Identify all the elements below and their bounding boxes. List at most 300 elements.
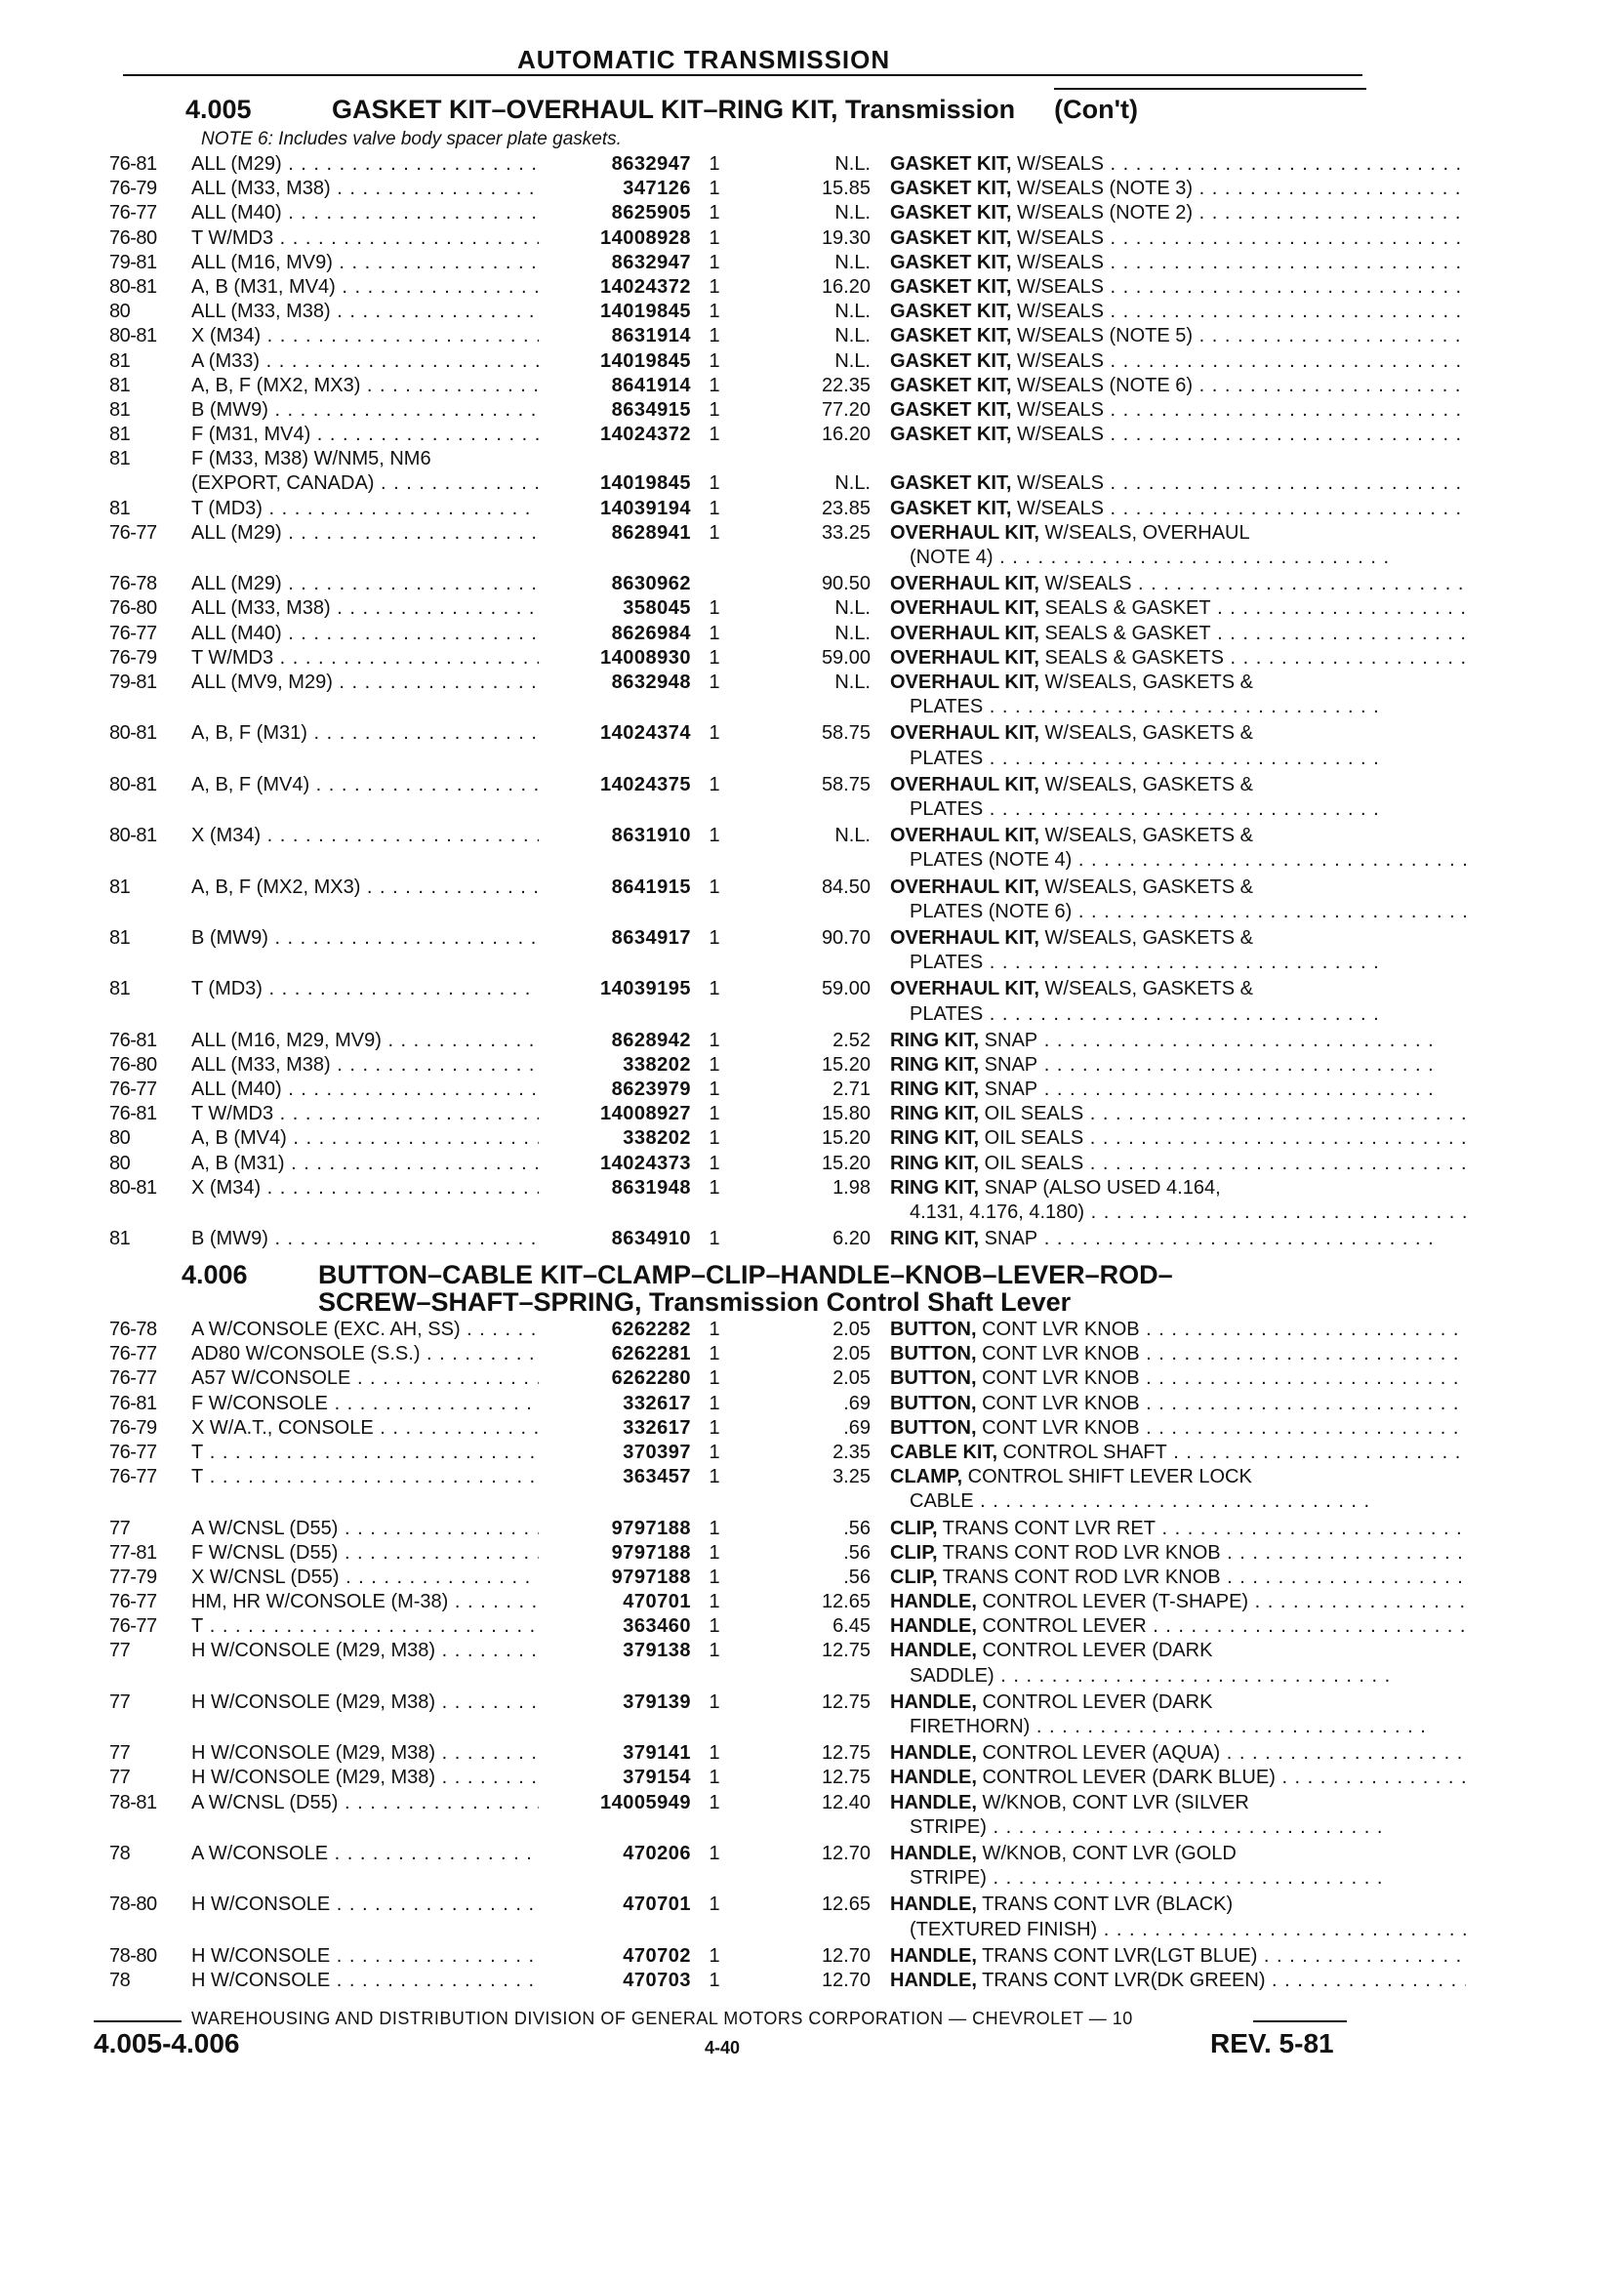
model-year: 77 [109, 1742, 131, 1765]
application-description: ALL (M29) . . . [191, 521, 627, 546]
part-name [890, 1791, 1466, 1840]
section-number: 4.005 [185, 95, 252, 124]
part-name-detail: TRANS CONT ROD LVR KNOB . . . [938, 1542, 1466, 1564]
price: 12.75 [821, 1690, 871, 1713]
price: 59.00 [821, 978, 871, 1000]
table-row [109, 423, 1378, 447]
part-name [890, 596, 1466, 621]
part-name [890, 1441, 1466, 1465]
quantity: 1 [709, 275, 720, 298]
table-row [109, 1541, 1378, 1566]
part-name-primary: OVERHAUL KIT, [890, 825, 1039, 847]
continued-label: (Con't) [1054, 95, 1139, 124]
section-4006-table [109, 1318, 1378, 1993]
table-row [109, 1944, 1378, 1969]
table-row [109, 572, 1378, 596]
part-name-primary: OVERHAUL KIT, [890, 926, 1039, 949]
part-name [890, 177, 1466, 201]
quantity: 1 [709, 1416, 720, 1439]
application-description: X (M34) . . . [191, 1176, 627, 1201]
part-name [890, 1078, 1466, 1102]
table-row [109, 177, 1378, 201]
part-name [890, 1392, 1466, 1416]
part-name [890, 300, 1466, 324]
price: 22.35 [821, 374, 871, 396]
part-name-primary: GASKET KIT, [890, 497, 1012, 519]
part-number: 379138 [539, 1639, 691, 1663]
application-description: B (MW9) . . . [191, 398, 627, 423]
price: N.L. [834, 325, 871, 347]
price: N.L. [834, 153, 871, 175]
table-row [109, 324, 1378, 348]
table-row [109, 773, 1378, 822]
part-name [890, 1176, 1466, 1225]
quantity: 1 [709, 226, 720, 249]
table-row [109, 1614, 1378, 1639]
part-number: 8634910 [539, 1227, 691, 1251]
part-name [890, 1566, 1466, 1590]
table-row [109, 1053, 1378, 1078]
table-row [109, 596, 1378, 621]
model-year: 80 [109, 1152, 131, 1174]
part-name-primary: HANDLE, [890, 1944, 977, 1967]
application-description: ALL (M33, M38) . . . [191, 177, 627, 201]
price: 16.20 [821, 275, 871, 298]
quantity: 1 [709, 178, 720, 200]
quantity: 1 [709, 202, 720, 224]
part-name-detail: CONTROL SHAFT . . . [997, 1442, 1466, 1463]
part-name-primary: OVERHAUL KIT, [890, 573, 1039, 595]
model-year: 76-77 [109, 1615, 157, 1638]
part-number: 8634917 [539, 926, 691, 951]
model-year: 80-81 [109, 722, 157, 745]
model-year: 76-78 [109, 1319, 157, 1340]
model-year: 76-81 [109, 1392, 157, 1414]
part-name-detail: W/SEALS . . . [1011, 498, 1466, 519]
quantity: 1 [709, 722, 720, 745]
application-description: ALL (M40) . . . [191, 201, 627, 225]
model-year: 76-80 [109, 1053, 157, 1076]
application-description: ALL (MV9, M29) . . . [191, 671, 627, 695]
quantity: 1 [709, 1944, 720, 1967]
model-year: 76-77 [109, 1367, 157, 1390]
price: 12.75 [821, 1767, 871, 1789]
table-row [109, 1639, 1378, 1688]
table-row [109, 275, 1378, 300]
part-name-primary: GASKET KIT, [890, 178, 1012, 200]
table-row [109, 471, 1378, 496]
quantity: 1 [709, 1103, 720, 1125]
table-row [109, 497, 1378, 521]
price: N.L. [834, 671, 871, 693]
application-description: H W/CONSOLE . . . [191, 1944, 627, 1969]
part-name-primary: CLIP, [890, 1566, 938, 1588]
application-description: HM, HR W/CONSOLE (M-38) . . . [191, 1590, 627, 1614]
part-name-detail: W/SEALS . . . [1011, 276, 1466, 298]
price: .56 [843, 1517, 871, 1539]
part-name-detail: CONT LVR KNOB . . . [977, 1343, 1466, 1364]
part-name-primary: OVERHAUL KIT, [890, 722, 1039, 745]
table-row [109, 152, 1378, 177]
section-title-line1: BUTTON–CABLE KIT–CLAMP–CLIP–HANDLE–KNOB–LEVER–ROD– [318, 1260, 1173, 1289]
application-description: A W/CONSOLE (EXC. AH, SS) . . . [191, 1318, 627, 1342]
application-description: H W/CONSOLE . . . [191, 1969, 627, 1993]
part-name-primary: GASKET KIT, [890, 374, 1012, 396]
section-4006-heading [182, 1261, 1173, 1316]
part-name-detail: CONTROL LEVER . . . [977, 1615, 1466, 1637]
model-year: 76-77 [109, 622, 157, 644]
part-number: 14019845 [539, 300, 691, 324]
part-name-primary: OVERHAUL KIT, [890, 773, 1039, 795]
part-name [890, 1690, 1466, 1739]
table-row [109, 1465, 1378, 1514]
price: 2.05 [832, 1343, 871, 1365]
model-year: 76-79 [109, 1416, 157, 1439]
quantity: 1 [709, 1319, 720, 1340]
table-row [109, 447, 1378, 471]
model-year: 77 [109, 1640, 131, 1662]
quantity: 1 [709, 1640, 720, 1662]
model-year: 77 [109, 1690, 131, 1713]
part-name-detail: W/SEALS . . . [1011, 472, 1466, 494]
quantity: 1 [709, 1969, 720, 1991]
quantity: 1 [709, 1591, 720, 1613]
application-description: A, B (M31) . . . [191, 1152, 627, 1176]
part-number: 8630962 [539, 572, 691, 596]
quantity: 1 [709, 301, 720, 323]
price: N.L. [834, 597, 871, 620]
table-row [109, 824, 1378, 873]
table-row [109, 226, 1378, 251]
quantity: 1 [709, 1441, 720, 1463]
quantity: 1 [709, 349, 720, 372]
part-name-primary: GASKET KIT, [890, 398, 1012, 421]
part-number: 332617 [539, 1416, 691, 1441]
part-number: 470703 [539, 1969, 691, 1993]
part-number: 9797188 [539, 1517, 691, 1541]
part-name-primary: CLAMP, [890, 1466, 963, 1488]
part-name-continuation: PLATES (NOTE 4) . . . [890, 848, 1466, 873]
quantity: 1 [709, 1767, 720, 1789]
part-name [890, 1766, 1466, 1790]
quantity: 1 [709, 325, 720, 347]
part-name-continuation: PLATES . . . [890, 747, 1466, 771]
model-year: 80 [109, 1127, 131, 1150]
application-description: B (MW9) . . . [191, 1227, 627, 1251]
part-name-primary: GASKET KIT, [890, 325, 1012, 347]
part-name-primary: HANDLE, [890, 1640, 977, 1662]
part-number: 6262281 [539, 1342, 691, 1366]
part-name [890, 1741, 1466, 1766]
model-year: 79-81 [109, 671, 157, 693]
price: 12.70 [821, 1843, 871, 1864]
part-number: 8641915 [539, 875, 691, 900]
price: .56 [843, 1566, 871, 1588]
part-name-detail: CONT LVR KNOB . . . [977, 1367, 1466, 1389]
part-name [890, 1152, 1466, 1176]
table-row [109, 300, 1378, 324]
part-number: 8632947 [539, 152, 691, 177]
part-name-primary: RING KIT, [890, 1152, 980, 1174]
footer-page-number: 4-40 [705, 2038, 741, 2057]
table-row [109, 1152, 1378, 1176]
part-number: 470701 [539, 1893, 691, 1917]
price: N.L. [834, 622, 871, 644]
part-name-detail: OIL SEALS . . . [979, 1153, 1466, 1174]
footer-division: WAREHOUSING AND DISTRIBUTION DIVISION OF GENERAL MOTORS CORPORATION — CHEVROLET — 10 [191, 2009, 1133, 2028]
model-year: 76-80 [109, 597, 157, 620]
quantity: 1 [709, 1392, 720, 1414]
quantity: 1 [709, 1228, 720, 1250]
model-year: 76-81 [109, 153, 157, 175]
part-name-primary: OVERHAUL KIT, [890, 597, 1039, 620]
application-description: X W/CNSL (D55) . . . [191, 1566, 627, 1590]
model-year: 78 [109, 1843, 131, 1864]
part-name-continuation: STRIPE) . . . [890, 1815, 1466, 1840]
part-name-detail: TRANS CONT ROD LVR KNOB . . . [938, 1567, 1466, 1588]
model-year: 78 [109, 1969, 131, 1991]
quantity: 1 [709, 1367, 720, 1390]
price: 12.75 [821, 1640, 871, 1662]
part-number: 14005949 [539, 1791, 691, 1815]
part-name-detail: OIL SEALS . . . [979, 1127, 1466, 1149]
quantity: 1 [709, 1079, 720, 1101]
part-name [890, 1639, 1466, 1688]
part-number: 14024374 [539, 721, 691, 746]
part-name-continuation: CABLE . . . [890, 1489, 1466, 1514]
quantity: 1 [709, 646, 720, 669]
part-number: 8625905 [539, 201, 691, 225]
table-row [109, 721, 1378, 770]
price: 23.85 [821, 497, 871, 519]
part-name-detail: W/SEALS, GASKETS & [1038, 825, 1253, 847]
price: 15.20 [821, 1053, 871, 1076]
application-description: (EXPORT, CANADA) . . . [191, 471, 627, 496]
price: 58.75 [821, 722, 871, 745]
part-number: 14019845 [539, 471, 691, 496]
price: 12.65 [821, 1591, 871, 1613]
table-row [109, 1416, 1378, 1441]
application-description: ALL (M16, MV9) . . . [191, 251, 627, 275]
application-description: T . . . [191, 1441, 627, 1465]
table-row [109, 1176, 1378, 1225]
application-description: ALL (M33, M38) . . . [191, 596, 627, 621]
application-description: AD80 W/CONSOLE (S.S.) . . . [191, 1342, 627, 1366]
part-name-detail: CONT LVR KNOB . . . [977, 1319, 1466, 1340]
price: 12.75 [821, 1742, 871, 1765]
quantity: 1 [709, 1127, 720, 1150]
part-name-detail: W/SEALS, GASKETS & [1038, 722, 1253, 745]
part-name [890, 1893, 1466, 1941]
part-name-detail: TRANS CONT LVR(LGT BLUE) . . . [977, 1945, 1466, 1967]
part-name [890, 251, 1466, 275]
application-description: X (M34) . . . [191, 824, 627, 848]
quantity: 1 [709, 825, 720, 847]
price: 90.50 [821, 573, 871, 595]
part-number: 363457 [539, 1465, 691, 1489]
table-row [109, 1517, 1378, 1541]
section-title-line2: SCREW–SHAFT–SPRING, Transmission Control Shaft Lever [318, 1287, 1072, 1317]
price: 58.75 [821, 773, 871, 795]
table-row [109, 251, 1378, 275]
part-number: 14008928 [539, 226, 691, 251]
quantity: 1 [709, 251, 720, 273]
part-name-continuation: 4.131, 4.176, 4.180) . . . [890, 1201, 1466, 1225]
quantity: 1 [709, 1053, 720, 1076]
header-rule-right [1054, 88, 1366, 90]
part-name [890, 1517, 1466, 1541]
part-name [890, 721, 1466, 770]
model-year: 76-77 [109, 202, 157, 224]
part-name-detail: W/SEALS . . . [1039, 573, 1466, 594]
part-number: 8631914 [539, 324, 691, 348]
table-row [109, 1690, 1378, 1739]
part-name [890, 226, 1466, 251]
price: 2.05 [832, 1319, 871, 1340]
quantity: 1 [709, 1466, 720, 1488]
part-name-detail: W/SEALS (NOTE 6) . . . [1011, 375, 1466, 396]
quantity: 1 [709, 1615, 720, 1638]
table-row [109, 1102, 1378, 1126]
model-year: 81 [109, 1228, 131, 1250]
part-name-primary: HANDLE, [890, 1690, 977, 1713]
part-name-primary: BUTTON, [890, 1343, 977, 1365]
model-year: 76-81 [109, 1029, 157, 1051]
application-description: H W/CONSOLE (M29, M38) . . . [191, 1766, 627, 1790]
application-description: T (MD3) . . . [191, 497, 627, 521]
part-name-detail: SNAP . . . [979, 1054, 1435, 1076]
part-name-detail: W/SEALS, GASKETS & [1038, 926, 1253, 949]
price: 6.20 [832, 1228, 871, 1250]
model-year: 78-80 [109, 1893, 157, 1916]
part-name-continuation: FIRETHORN) . . . [890, 1715, 1466, 1739]
model-year: 81 [109, 398, 131, 421]
quantity: 1 [709, 875, 720, 898]
part-name-detail: W/SEALS, GASKETS & [1038, 978, 1253, 1000]
price: 3.25 [832, 1466, 871, 1488]
application-description: A, B (M31, MV4) . . . [191, 275, 627, 300]
part-name-primary: HANDLE, [890, 1893, 977, 1916]
part-name [890, 875, 1466, 924]
part-name-primary: HANDLE, [890, 1843, 977, 1864]
part-name-detail: W/SEALS, OVERHAUL [1038, 521, 1250, 544]
part-name-primary: HANDLE, [890, 1767, 977, 1789]
table-row [109, 1441, 1378, 1465]
table-row [109, 1969, 1378, 1993]
part-number: 332617 [539, 1392, 691, 1416]
application-description: ALL (M40) . . . [191, 622, 627, 646]
table-row [109, 1029, 1378, 1053]
part-name-primary: CLIP, [890, 1541, 938, 1564]
quantity: 1 [709, 472, 720, 495]
part-name [890, 1342, 1466, 1366]
quantity: 1 [709, 1566, 720, 1588]
application-description: X (M34) . . . [191, 324, 627, 348]
application-description: B (MW9) . . . [191, 926, 627, 951]
table-row [109, 1566, 1378, 1590]
part-name-primary: GASKET KIT, [890, 251, 1012, 273]
price: N.L. [834, 202, 871, 224]
part-number: 379154 [539, 1766, 691, 1790]
model-year: 76-81 [109, 1103, 157, 1125]
part-name [890, 1590, 1466, 1614]
part-name [890, 977, 1466, 1026]
model-year: 78-80 [109, 1944, 157, 1967]
price: 12.70 [821, 1944, 871, 1967]
price: 90.70 [821, 926, 871, 949]
part-name-primary: RING KIT, [890, 1228, 980, 1250]
part-name-detail: W/SEALS . . . [1011, 301, 1466, 322]
table-row [109, 1766, 1378, 1790]
application-description: ALL (M33, M38) . . . [191, 300, 627, 324]
part-name-detail: W/SEALS . . . [1011, 424, 1466, 445]
application-description: A W/CNSL (D55) . . . [191, 1517, 627, 1541]
application-description: T W/MD3 . . . [191, 646, 627, 671]
price: 59.00 [821, 646, 871, 669]
table-row [109, 349, 1378, 374]
quantity: 1 [709, 1742, 720, 1765]
part-number: 9797188 [539, 1566, 691, 1590]
table-row [109, 1392, 1378, 1416]
quantity: 1 [709, 153, 720, 175]
part-number: 8634915 [539, 398, 691, 423]
part-name-primary: BUTTON, [890, 1319, 977, 1340]
table-row [109, 398, 1378, 423]
part-number: 8632948 [539, 671, 691, 695]
part-number: 8628941 [539, 521, 691, 546]
model-year: 77-81 [109, 1541, 157, 1564]
application-description: ALL (M29) . . . [191, 152, 627, 177]
part-name-continuation: PLATES . . . [890, 1002, 1466, 1027]
model-year: 77-79 [109, 1566, 157, 1588]
price: 15.85 [821, 178, 871, 200]
part-name-detail: W/KNOB, CONT LVR (SILVER [976, 1791, 1249, 1813]
part-name [890, 423, 1466, 447]
quantity: 1 [709, 1152, 720, 1174]
part-name-detail: CONTROL LEVER (T-SHAPE) . . . [977, 1591, 1466, 1612]
part-name [890, 1126, 1466, 1151]
part-number: 338202 [539, 1126, 691, 1151]
table-row [109, 374, 1378, 398]
quantity: 1 [709, 1176, 720, 1199]
part-number: 470206 [539, 1842, 691, 1866]
quantity: 1 [709, 1541, 720, 1564]
part-name-continuation: PLATES . . . [890, 951, 1466, 975]
table-row [109, 622, 1378, 646]
table-row [109, 1741, 1378, 1766]
part-number: 14024372 [539, 275, 691, 300]
model-year: 81 [109, 448, 131, 470]
part-name-detail: SEALS & GASKET . . . [1039, 623, 1466, 644]
part-number: 8631910 [539, 824, 691, 848]
price: .69 [843, 1416, 871, 1439]
price: 84.50 [821, 875, 871, 898]
table-row [109, 671, 1378, 719]
quantity: 1 [709, 773, 720, 795]
model-year: 76-77 [109, 1343, 157, 1365]
part-name-primary: RING KIT, [890, 1079, 980, 1101]
part-name [890, 497, 1466, 521]
footer-rule-left [94, 2020, 182, 2022]
part-name-detail: W/SEALS . . . [1011, 399, 1466, 421]
price: N.L. [834, 301, 871, 323]
table-row [109, 1791, 1378, 1840]
part-number: 14008930 [539, 646, 691, 671]
quantity: 1 [709, 978, 720, 1000]
part-name [890, 773, 1466, 822]
application-description: A, B (MV4) . . . [191, 1126, 627, 1151]
part-name [890, 275, 1466, 300]
